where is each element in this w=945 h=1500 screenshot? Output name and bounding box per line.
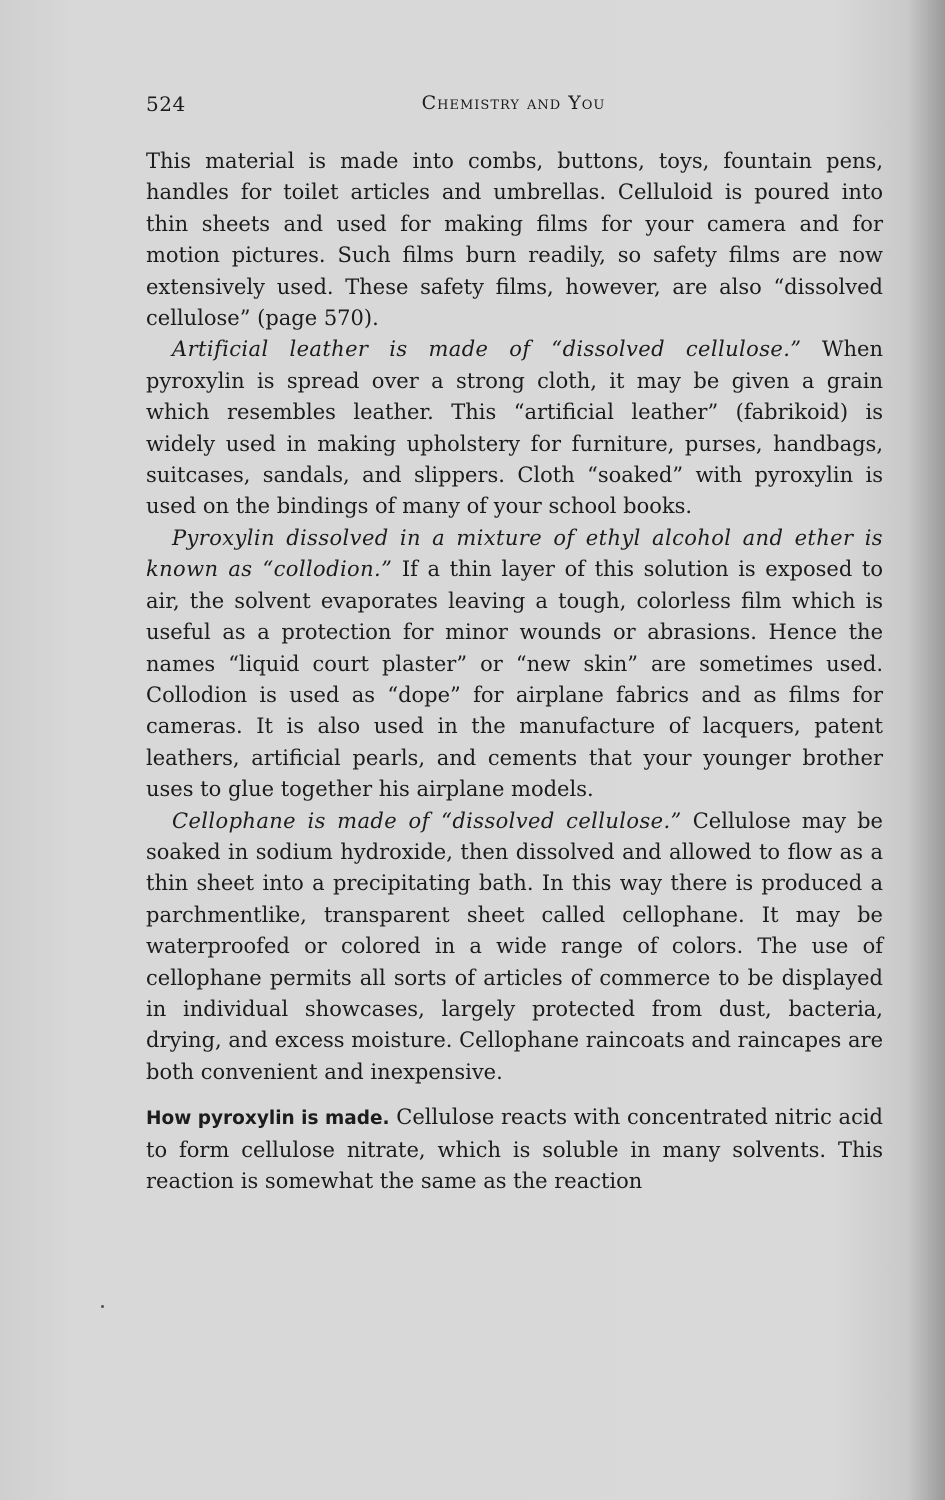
paragraph-collodion <box>146 523 883 806</box>
section-how-pyroxylin-is-made <box>146 1102 883 1197</box>
paragraph-text: This material is made into combs, buttons, toys, fountain pens, handles for toilet articles and umbrellas. Celluloid is poured into thin sheets and used for making films for your camera and for motion pictures. Such films burn readily, so safety films are now extensively used. These safety films, however, are also “dissolved cellulose” (page 570). <box>146 149 883 331</box>
section-text: Cellulose reacts with concentrated nitric acid to form cellulose nitrate, which is soluble in many solvents. This reaction is somewhat the same as the reaction <box>146 1105 883 1193</box>
running-head: Chemistry and You <box>421 92 606 114</box>
paragraph-cellophane <box>146 806 883 1089</box>
body-text <box>146 146 883 1197</box>
paragraph-celluloid-uses <box>146 146 883 334</box>
margin-mark <box>101 1305 104 1308</box>
paragraph-text: When pyroxylin is spread over a strong cloth, it may be given a grain which resembles leather. This “artificial leather” (fabrikoid) is widely used in making upholstery for furniture, purses, handbags, suitcases, sandals, and slippers. Cloth “soaked” with pyroxylin is used on the bindings of many of your school books. <box>146 337 883 519</box>
paragraph-lead: Cellophane is made of “dissolved cellulose.” <box>172 808 682 833</box>
paragraph-lead: Artificial leather is made of “dissolved cellulose.” <box>172 337 802 362</box>
paragraph-lead: Pyroxylin dissolved in a mixture of ethyl alcohol and ether is known as “collodion.” <box>146 525 883 582</box>
paragraph-text: If a thin layer of this solution is exposed to air, the solvent evaporates leaving a tough, colorless film which is useful as a protection for minor wounds or abrasions. Hence the names “liquid court plaster” or “new skin” are sometimes used. Collodion is used as “dope” for airplane fabrics and as films for cameras. It is also used in the manufacture of lacquers, patent leathers, artificial pearls, and cements that your younger brother uses to glue together his airplane models. <box>146 557 883 802</box>
paragraph-text: Cellulose may be soaked in sodium hydroxide, then dissolved and allowed to flow as a thin sheet into a precipitating bath. In this way there is produced a parchmentlike, transparent sheet called cellophane. It may be waterproofed or colored in a wide range of colors. The use of cellophane permits all sorts of articles of commerce to be displayed in individual showcases, largely protected from dust, bacteria, drying, and excess moisture. Cellophane raincoats and raincapes are both convenient and inexpensive. <box>146 808 883 1084</box>
paragraph-artificial-leather <box>146 334 883 522</box>
page-number: 524 <box>146 92 186 116</box>
section-heading: How pyroxylin is made. <box>146 1108 390 1130</box>
page-header <box>146 92 881 122</box>
